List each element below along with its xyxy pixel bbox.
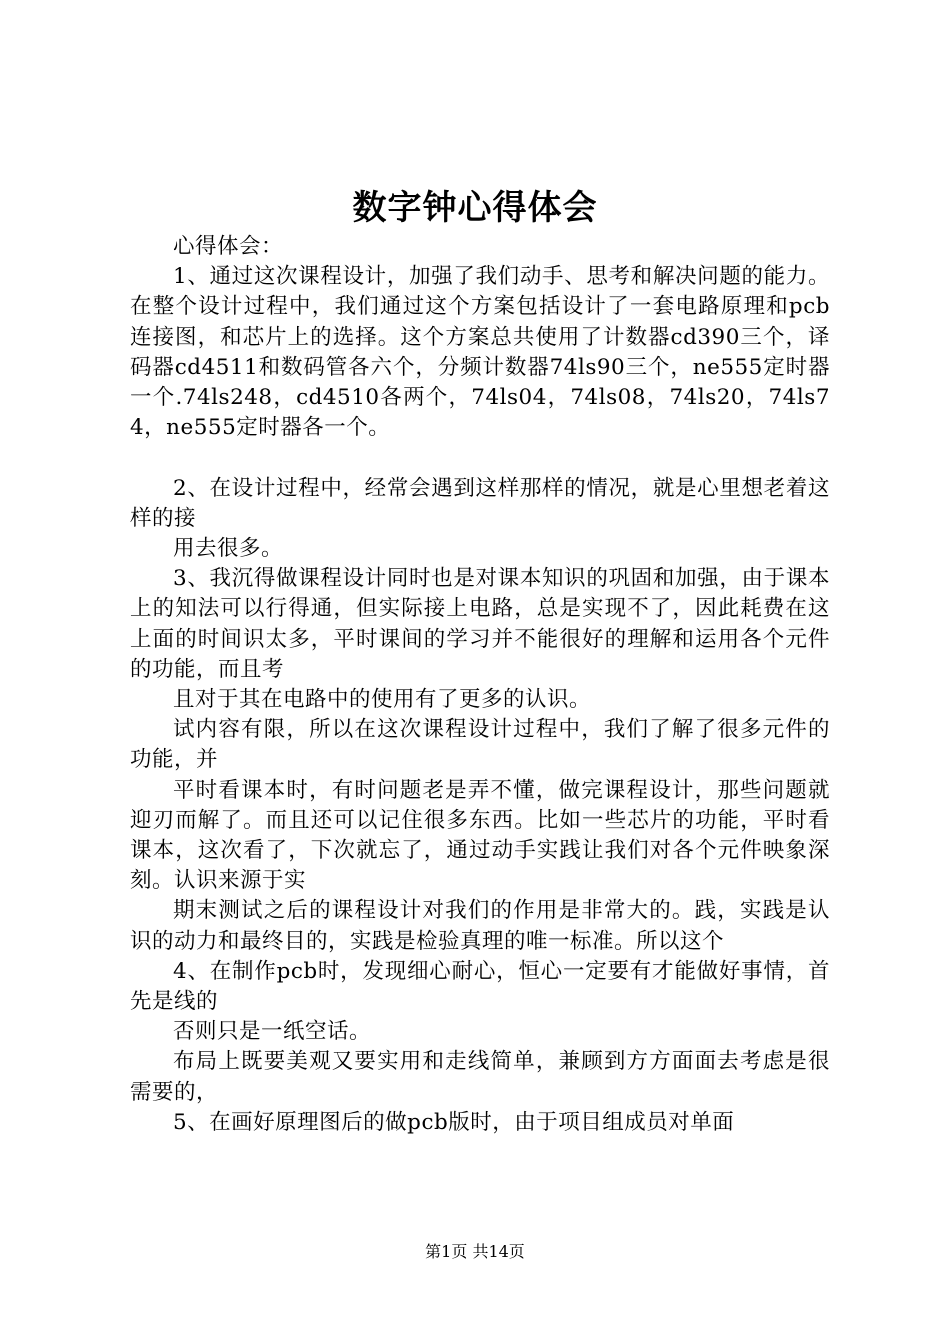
blank-line (130, 443, 830, 473)
paragraph-2: 2、在设计过程中，经常会遇到这样那样的情况，就是心里想老着这样的接 (130, 475, 830, 531)
paragraph-3-cont-b: 试内容有限，所以在这次课程设计过程中，我们了解了很多元件的功能，并 (130, 717, 830, 773)
paragraph-4: 4、在制作pcb时，发现细心耐心，恒心一定要有才能做好事情，首先是线的 (130, 958, 830, 1015)
paragraph-2-cont: 用去很多。 (173, 536, 284, 562)
document-body (130, 232, 830, 1138)
paragraph-3-cont-c: 平时看课本时，有时问题老是弄不懂，做完课程设计，那些问题就迎刃而解了。而且还可以记住很多东西。比如一些芯片的功能，平时看课本，这次看了，下次就忘了，通过动手实践让我们对各个元件映象深刻。认识来源于实 (130, 777, 830, 894)
paragraph-5: 5、在画好原理图后的做pcb版时，由于项目组成员对单面 (173, 1109, 735, 1135)
paragraph-3-cont-d: 期末测试之后的课程设计对我们的作用是非常大的。践，实践是认识的动力和最终目的，实践是检验真理的唯一标准。所以这个 (130, 898, 830, 954)
document-title: 数字钟心得体会 (352, 188, 598, 228)
paragraph-1: 1、通过这次课程设计，加强了我们动手、思考和解决问题的能力。在整个设计过程中，我们通过这个方案包括设计了一套电路原理和pcb连接图，和芯片上的选择。这个方案总共使用了计数器cd390三个，译码器cd4511和数码管各六个，分频计数器74ls90三个，ne555定时器一个.74ls248，cd4510各两个，74ls04，74ls08，74ls20，74ls74，ne555定时器各一个。 (130, 264, 830, 441)
paragraph-4-cont-b: 布局上既要美观又要实用和走线简单，兼顾到方方面面去考虑是很需要的， (130, 1049, 830, 1105)
paragraph-3: 3、我沉得做课程设计同时也是对课本知识的巩固和加强，由于课本上的知法可以行得通，但实际接上电路，总是实现不了，因此耗费在这上面的时间识太多，平时课间的学习并不能很好的理解和运用各个元件的功能，而且考 (130, 566, 830, 682)
page-footer: 第1页 共14页 (425, 1242, 525, 1261)
paragraph-3-cont-a: 且对于其在电路中的使用有了更多的认识。 (173, 687, 592, 713)
paragraph-heading: 心得体会： (173, 234, 284, 259)
paragraph-4-cont-a: 否则只是一纸空话。 (173, 1019, 372, 1045)
